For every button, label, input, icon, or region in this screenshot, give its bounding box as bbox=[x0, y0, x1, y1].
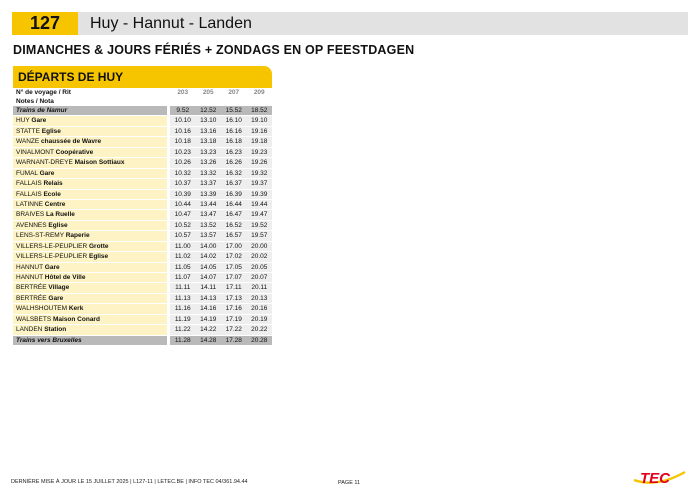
stop-row bbox=[13, 315, 272, 325]
departure-time: 13.44 bbox=[196, 200, 222, 209]
stop-place: LENS-ST-REMY bbox=[16, 232, 64, 240]
stop-location: Village bbox=[48, 284, 70, 292]
stop-place: HUY bbox=[16, 117, 30, 125]
stop-location: Maison Sottiaux bbox=[74, 159, 125, 167]
departure-time: 19.57 bbox=[247, 231, 273, 240]
departure-time: 15.52 bbox=[221, 106, 247, 115]
departure-time: 14.07 bbox=[196, 273, 222, 282]
notes-label: Notes / Nota bbox=[16, 98, 54, 105]
departure-time: 17.00 bbox=[221, 242, 247, 251]
departure-time: 20.00 bbox=[247, 242, 273, 251]
departure-time: 20.22 bbox=[247, 325, 273, 334]
departure-time: 14.16 bbox=[196, 304, 222, 313]
departure-time: 16.39 bbox=[221, 190, 247, 199]
departure-time: 17.02 bbox=[221, 252, 247, 261]
page-header bbox=[12, 12, 688, 35]
departure-time: 11.16 bbox=[170, 304, 196, 313]
stop-place: LANDEN bbox=[16, 326, 43, 334]
stop-row bbox=[13, 200, 272, 210]
departure-time: 16.57 bbox=[221, 231, 247, 240]
departure-time: 11.05 bbox=[170, 263, 196, 272]
departure-time: 17.16 bbox=[221, 304, 247, 313]
departure-time: 19.47 bbox=[247, 210, 273, 219]
stop-place: FALLAIS bbox=[16, 190, 42, 198]
stop-location: Ecole bbox=[43, 190, 61, 198]
stop-name bbox=[13, 263, 167, 272]
departure-time: 13.37 bbox=[196, 179, 222, 188]
departure-time: 13.57 bbox=[196, 231, 222, 240]
departure-time: 14.28 bbox=[196, 336, 222, 345]
departure-time: 16.23 bbox=[221, 148, 247, 157]
departure-time: 16.52 bbox=[221, 221, 247, 230]
stop-row bbox=[13, 283, 272, 293]
departure-time: 16.32 bbox=[221, 169, 247, 178]
stop-name bbox=[13, 158, 167, 167]
stop-row bbox=[13, 179, 272, 189]
stop-row bbox=[13, 252, 272, 262]
departure-time: 16.18 bbox=[221, 137, 247, 146]
stop-location: Eglise bbox=[41, 127, 61, 135]
stop-place: VINALMONT bbox=[16, 148, 54, 156]
stop-location: Maison Conard bbox=[52, 315, 100, 323]
departure-time: 16.26 bbox=[221, 158, 247, 167]
departure-time: 17.28 bbox=[221, 336, 247, 345]
departure-time: 17.11 bbox=[221, 283, 247, 292]
departure-time: 20.07 bbox=[247, 273, 273, 282]
departure-time: 14.11 bbox=[196, 283, 222, 292]
stop-name bbox=[13, 325, 167, 334]
tec-logo bbox=[632, 466, 687, 490]
stop-name bbox=[13, 304, 167, 313]
stop-row bbox=[13, 304, 272, 314]
stop-location: Station bbox=[44, 326, 67, 334]
departure-time: 11.19 bbox=[170, 315, 196, 324]
stop-location: La Ruelle bbox=[46, 211, 75, 219]
stop-location: chaussée de Wavre bbox=[41, 138, 102, 146]
stop-name bbox=[13, 283, 167, 292]
stop-location: Centre bbox=[44, 200, 66, 208]
stop-place: WALHSHOUTEM bbox=[16, 305, 68, 313]
stop-place: BERTRÉE bbox=[16, 284, 47, 292]
stop-place: LATINNE bbox=[16, 200, 43, 208]
trip-number: 205 bbox=[202, 89, 214, 96]
stop-row bbox=[13, 148, 272, 158]
departure-time: 11.07 bbox=[170, 273, 196, 282]
departure-time: 13.16 bbox=[196, 127, 222, 136]
timetable bbox=[13, 66, 272, 346]
departure-time: 13.18 bbox=[196, 137, 222, 146]
stop-place: BERTRÉE bbox=[16, 294, 47, 302]
stop-name bbox=[13, 137, 167, 146]
departure-time: 14.00 bbox=[196, 242, 222, 251]
section-title: DÉPARTS DE HUY bbox=[13, 66, 272, 88]
departure-time: 19.39 bbox=[247, 190, 273, 199]
stop-place: FUMAL bbox=[16, 169, 38, 177]
departure-time: 14.19 bbox=[196, 315, 222, 324]
departure-time: 20.05 bbox=[247, 263, 273, 272]
stop-place: WALSBETS bbox=[16, 315, 52, 323]
stop-row bbox=[13, 210, 272, 220]
stop-place: HANNUT bbox=[16, 274, 43, 281]
stop-row bbox=[13, 190, 272, 200]
departure-time: 14.02 bbox=[196, 252, 222, 261]
train-connection-row bbox=[13, 336, 272, 346]
departure-time: 19.52 bbox=[247, 221, 273, 230]
stop-place: AVENNES bbox=[16, 221, 47, 229]
departure-time: 11.11 bbox=[170, 283, 196, 292]
stop-name bbox=[13, 190, 167, 199]
stop-row bbox=[13, 325, 272, 335]
stop-place: VILLERS-LE-PEUPLIER bbox=[16, 242, 88, 250]
departure-time: 10.57 bbox=[170, 231, 196, 240]
logo-text: TEC bbox=[640, 470, 670, 487]
stop-location: Gare bbox=[44, 263, 60, 271]
stop-row bbox=[13, 158, 272, 168]
departure-time: 17.19 bbox=[221, 315, 247, 324]
departure-time: 20.28 bbox=[247, 336, 273, 345]
departure-time: 12.52 bbox=[196, 106, 222, 115]
stop-location: Gare bbox=[48, 294, 64, 302]
departure-time: 10.39 bbox=[170, 190, 196, 199]
departure-time: 11.28 bbox=[170, 336, 196, 345]
departure-time: 13.32 bbox=[196, 169, 222, 178]
departure-time: 11.22 bbox=[170, 325, 196, 334]
stop-name bbox=[13, 273, 167, 282]
stop-location: Kerk bbox=[68, 305, 84, 313]
departure-time: 17.13 bbox=[221, 294, 247, 303]
departure-time: 20.16 bbox=[247, 304, 273, 313]
departure-time: 10.16 bbox=[170, 127, 196, 136]
departure-time: 13.39 bbox=[196, 190, 222, 199]
stop-name bbox=[13, 210, 167, 219]
departure-time: 13.23 bbox=[196, 148, 222, 157]
stop-name bbox=[13, 127, 167, 136]
departure-time: 14.05 bbox=[196, 263, 222, 272]
departure-time: 10.37 bbox=[170, 179, 196, 188]
stop-location: Eglise bbox=[48, 221, 68, 229]
stop-name bbox=[13, 169, 167, 178]
departure-time: 20.13 bbox=[247, 294, 273, 303]
departure-time: 16.47 bbox=[221, 210, 247, 219]
stop-row bbox=[13, 231, 272, 241]
departure-time: 19.10 bbox=[247, 116, 273, 125]
departure-time: 10.10 bbox=[170, 116, 196, 125]
departure-time: 13.26 bbox=[196, 158, 222, 167]
stop-row bbox=[13, 137, 272, 147]
stop-place: WANZE bbox=[16, 138, 40, 146]
departure-time: 17.07 bbox=[221, 273, 247, 282]
trip-label: N° de voyage / Rit bbox=[16, 89, 71, 96]
departure-time: 10.32 bbox=[170, 169, 196, 178]
stop-location: Gare bbox=[39, 169, 55, 177]
stop-location: Raperie bbox=[65, 232, 90, 240]
trip-header-row bbox=[13, 88, 272, 97]
departure-time: 10.47 bbox=[170, 210, 196, 219]
stop-name bbox=[13, 242, 167, 251]
departure-time: 19.32 bbox=[247, 169, 273, 178]
departure-time: 13.10 bbox=[196, 116, 222, 125]
stop-place: VILLERS-LE-PEUPLIER bbox=[16, 253, 88, 261]
departure-time: 16.10 bbox=[221, 116, 247, 125]
stop-location: Eglise bbox=[88, 253, 109, 261]
stop-place: HANNUT bbox=[16, 263, 43, 271]
departure-time: 11.02 bbox=[170, 252, 196, 261]
stop-location: Relais bbox=[43, 180, 63, 188]
stop-name bbox=[13, 116, 167, 125]
departure-time: 19.37 bbox=[247, 179, 273, 188]
departure-time: 20.11 bbox=[247, 283, 273, 292]
stop-name: Trains de Namur bbox=[13, 106, 167, 115]
stop-place: FALLAIS bbox=[16, 180, 42, 188]
departure-time: 16.44 bbox=[221, 200, 247, 209]
stop-place: BRAIVES bbox=[16, 211, 45, 219]
timetable-rows bbox=[13, 106, 272, 346]
page-number: PAGE 11 bbox=[338, 480, 361, 486]
departure-time: 10.23 bbox=[170, 148, 196, 157]
departure-time: 13.47 bbox=[196, 210, 222, 219]
departure-time: 14.22 bbox=[196, 325, 222, 334]
stop-name bbox=[13, 231, 167, 240]
service-days-heading: DIMANCHES & JOURS FÉRIÉS + ZONDAGS EN OP FEESTDAGEN bbox=[13, 43, 415, 57]
train-connection-row bbox=[13, 106, 272, 116]
departure-time: 18.52 bbox=[247, 106, 273, 115]
departure-time: 10.44 bbox=[170, 200, 196, 209]
departure-time: 11.00 bbox=[170, 242, 196, 251]
stop-location: Grotte bbox=[88, 242, 109, 250]
route-title: Huy - Hannut - Landen bbox=[78, 12, 688, 35]
stop-place: STATTE bbox=[16, 127, 40, 135]
stop-place: WARNANT-DREYE bbox=[16, 159, 73, 167]
footer-info: DERNIÈRE MISE À JOUR LE 15 JUILLET 2025 | L127-11 | LETEC.BE | INFO TEC 04/361.94.44 bbox=[11, 479, 248, 485]
line-number-badge: 127 bbox=[12, 12, 78, 35]
departure-time: 10.18 bbox=[170, 137, 196, 146]
departure-time: 19.16 bbox=[247, 127, 273, 136]
stop-name bbox=[13, 294, 167, 303]
stop-location: Gare bbox=[31, 117, 47, 125]
stop-row bbox=[13, 221, 272, 231]
stop-name bbox=[13, 200, 167, 209]
departure-time: 16.16 bbox=[221, 127, 247, 136]
trip-number: 203 bbox=[177, 89, 189, 96]
stop-row bbox=[13, 169, 272, 179]
stop-row bbox=[13, 127, 272, 137]
departure-time: 10.52 bbox=[170, 221, 196, 230]
departure-time: 20.02 bbox=[247, 252, 273, 261]
departure-time: 16.37 bbox=[221, 179, 247, 188]
departure-time: 10.26 bbox=[170, 158, 196, 167]
departure-time: 14.13 bbox=[196, 294, 222, 303]
departure-time: 17.22 bbox=[221, 325, 247, 334]
stop-name bbox=[13, 315, 167, 324]
stop-row bbox=[13, 294, 272, 304]
stop-name bbox=[13, 179, 167, 188]
trip-number: 209 bbox=[253, 89, 265, 96]
departure-time: 13.52 bbox=[196, 221, 222, 230]
trip-number: 207 bbox=[228, 89, 240, 96]
stop-row bbox=[13, 242, 272, 252]
stop-row bbox=[13, 273, 272, 283]
stop-name: Trains vers Bruxelles bbox=[13, 336, 167, 345]
stop-name bbox=[13, 221, 167, 230]
stop-location: Hôtel de Ville bbox=[44, 274, 86, 281]
departure-time: 11.13 bbox=[170, 294, 196, 303]
departure-time: 19.23 bbox=[247, 148, 273, 157]
stop-name bbox=[13, 252, 167, 261]
departure-time: 20.19 bbox=[247, 315, 273, 324]
stop-row bbox=[13, 116, 272, 126]
departure-time: 19.26 bbox=[247, 158, 273, 167]
departure-time: 17.05 bbox=[221, 263, 247, 272]
stop-location: Coopérative bbox=[55, 148, 94, 156]
stop-row bbox=[13, 263, 272, 273]
stop-name bbox=[13, 148, 167, 157]
departure-time: 19.18 bbox=[247, 137, 273, 146]
departure-time: 19.44 bbox=[247, 200, 273, 209]
departure-time: 9.52 bbox=[170, 106, 196, 115]
